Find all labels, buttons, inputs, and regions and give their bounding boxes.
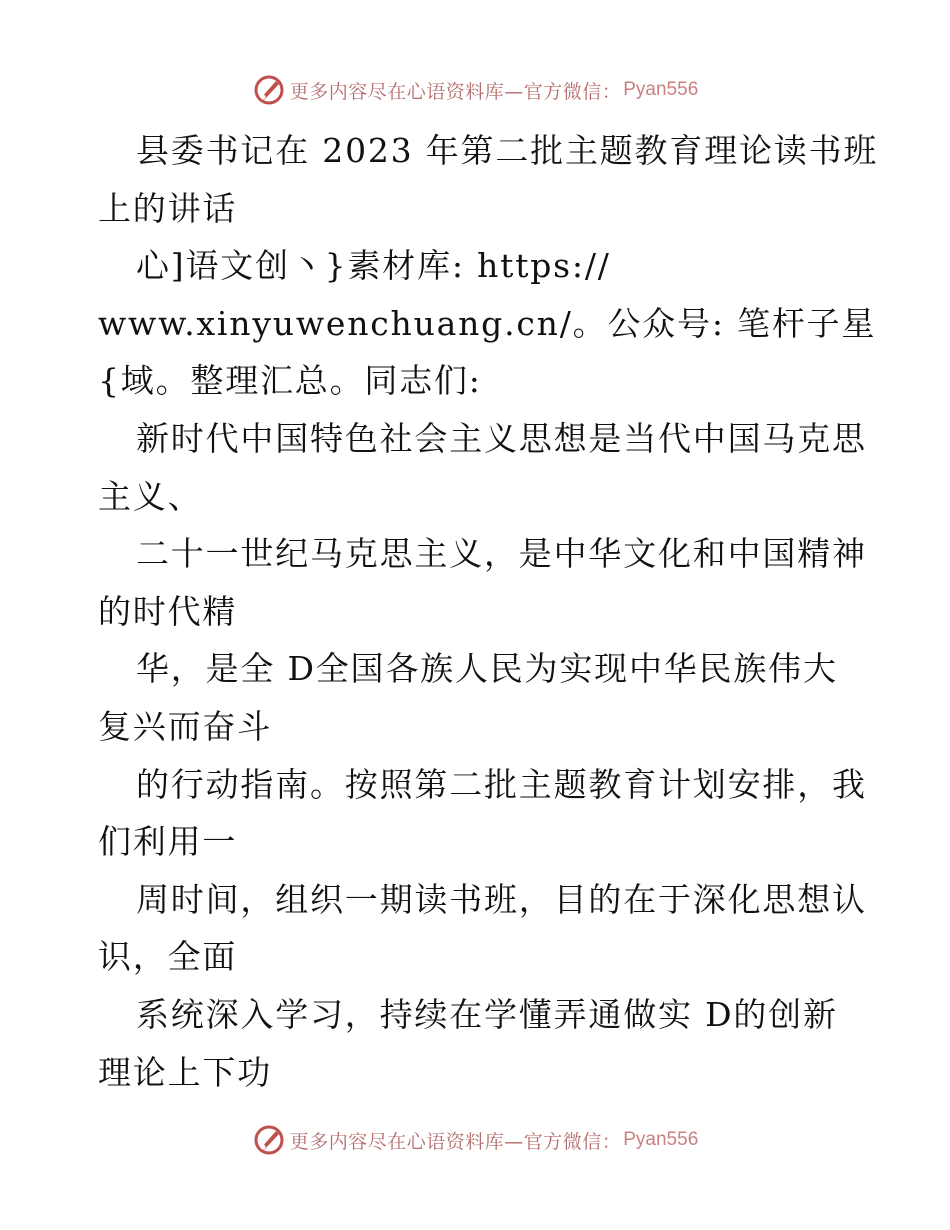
text-line: 系统深入学习，持续在学懂弄通做实 D的创新 <box>136 994 838 1034</box>
header-watermark <box>0 70 950 110</box>
text-line: 的行动指南。按照第二批主题教育计划安排，我 <box>136 764 867 804</box>
document-body <box>98 122 879 1101</box>
text-line: 华，是全 D全国各族人民为实现中华民族伟大 <box>136 649 838 689</box>
text-line: 主义、 <box>98 476 203 516</box>
text-line: 周时间，组织一期读书班，目的在于深化思想认 <box>136 879 867 919</box>
text-line: 们利用一 <box>98 822 238 862</box>
pen-logo-icon <box>252 1123 286 1157</box>
watermark-text: 更多内容尽在心语资料库—官方微信： <box>289 80 622 103</box>
text-line: 心]语文创丶}素材库: https:// <box>136 246 611 286</box>
watermark-wechat-id: Pyan556 <box>623 79 699 100</box>
text-line: {域。整理汇总。同志们: <box>98 361 482 401</box>
text-line: www.xinyuwenchuang.cn/。公众号: 笔杆子星 <box>98 303 877 343</box>
watermark-wechat-id: Pyan556 <box>623 1129 699 1150</box>
pen-logo-icon <box>252 73 286 107</box>
text-line: 识，全面 <box>98 937 238 977</box>
title-line-1: 县委书记在 2023 年第二批主题教育理论读书班 <box>136 131 879 170</box>
text-line: 理论上下功 <box>98 1052 272 1092</box>
footer-watermark <box>0 1120 950 1160</box>
text-line: 新时代中国特色社会主义思想是当代中国马克思 <box>136 418 867 458</box>
watermark-text: 更多内容尽在心语资料库—官方微信： <box>289 1130 622 1153</box>
text-line: 二十一世纪马克思主义，是中华文化和中国精神 <box>136 534 867 574</box>
text-line: 的时代精 <box>98 591 238 631</box>
text-line: 复兴而奋斗 <box>98 706 272 746</box>
title-line-2: 上的讲话 <box>98 188 238 228</box>
